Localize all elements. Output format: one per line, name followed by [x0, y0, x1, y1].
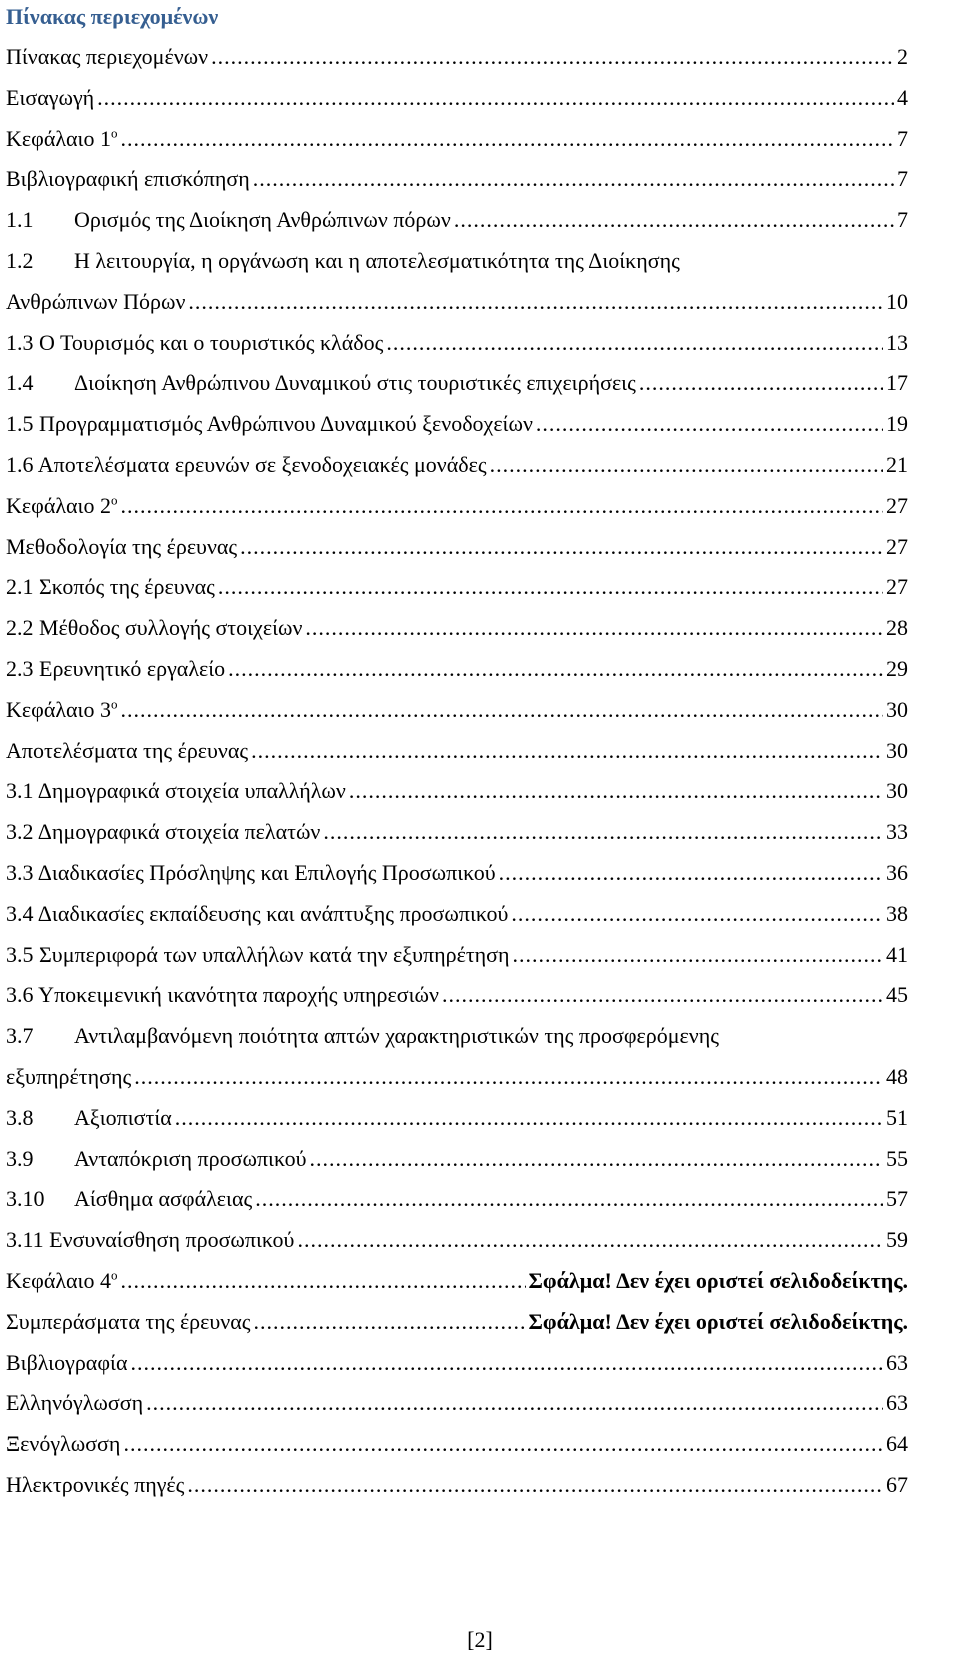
toc-leader-dots: [120, 493, 883, 519]
toc-leader-dots: [536, 411, 883, 437]
toc-entry[interactable]: [6, 126, 908, 152]
toc-entry[interactable]: [6, 656, 908, 682]
toc-entry-title: [6, 1227, 294, 1253]
toc-entry-superscript: ο: [110, 1267, 118, 1283]
toc-entry[interactable]: [6, 1390, 908, 1416]
toc-page-number: 19: [886, 411, 908, 437]
toc-entry[interactable]: [6, 1431, 908, 1457]
toc-entry-text: 2.3 Ερευνητικό εργαλείο: [6, 656, 226, 681]
toc-leader-dots: [120, 1268, 525, 1294]
toc-entry-title: [6, 289, 185, 315]
toc-entry-text: 3.4 Διαδικασίες εκπαίδευσης και ανάπτυξης προσωπικού: [6, 900, 509, 926]
toc-entry-text: Κεφάλαιο 4: [6, 1268, 111, 1293]
toc-leader-dots: [97, 85, 894, 111]
toc-entry-title: [6, 534, 237, 560]
toc-entry-number: 3.8: [6, 1104, 34, 1130]
toc-entry[interactable]: [6, 574, 908, 600]
toc-entry[interactable]: [6, 44, 908, 70]
toc-entry-superscript: ο: [110, 125, 118, 141]
toc-entry-text: 3.3 Διαδικασίες Πρόσληψης και Επιλογής Προσωπικού: [6, 860, 496, 885]
toc-entry[interactable]: [6, 901, 908, 927]
toc-entry-title: [6, 1146, 306, 1172]
toc-entry-continuation: εξυπηρέτησης: [6, 1064, 132, 1089]
toc-page-number: 59: [886, 1227, 908, 1253]
toc-entry-text: Αξιοπιστία: [74, 1104, 172, 1130]
toc-page-number: 30: [886, 778, 908, 804]
toc-entry-number: 1.1: [6, 207, 34, 233]
toc-entry-title: [6, 1472, 184, 1498]
toc-page-number: 27: [886, 533, 908, 559]
toc-page-number: 55: [886, 1145, 908, 1171]
toc-page-number: 30: [886, 737, 908, 763]
toc-entry-text: 3.5 Συμπεριφορά των υπαλλήλων κατά την εξυπηρέτηση: [6, 941, 510, 967]
toc-entry-text: Ηλεκτρονικές πηγές: [6, 1472, 185, 1497]
toc-entry[interactable]: [6, 85, 908, 111]
toc-entry-text: 2.1 Σκοπός της έρευνας: [6, 574, 215, 600]
toc-page-number: 4: [897, 84, 908, 110]
toc-page-number: 48: [886, 1064, 908, 1089]
toc-entry-heading-line[interactable]: [6, 248, 680, 274]
toc-entry[interactable]: [6, 982, 908, 1008]
toc-page-number: 33: [886, 819, 908, 845]
toc-entry[interactable]: [6, 452, 908, 478]
toc-error-message: Σφάλμα! Δεν έχει οριστεί σελιδοδείκτης.: [528, 1308, 908, 1334]
toc-entry[interactable]: [6, 1105, 908, 1131]
toc-entry-text: Κεφάλαιο 2: [6, 492, 111, 518]
toc-page-number: 2: [897, 44, 908, 69]
toc-page-number: 28: [886, 615, 908, 641]
toc-leader-dots: [499, 860, 883, 886]
toc-entry-title: [6, 860, 496, 886]
toc-page-number: 63: [886, 1390, 908, 1416]
toc-entry-title: [6, 1431, 120, 1457]
toc-leader-dots: [511, 901, 883, 927]
toc-entry-text: Εισαγωγή: [6, 84, 95, 110]
toc-entry[interactable]: [6, 1186, 908, 1212]
toc-entry[interactable]: [6, 411, 908, 437]
toc-entry-title: [6, 615, 302, 641]
toc-entry[interactable]: [6, 330, 908, 356]
toc-leader-dots: [490, 452, 883, 478]
toc-entry[interactable]: [6, 819, 908, 845]
toc-entry-text: 3.1 Δημογραφικά στοιχεία υπαλλήλων: [6, 778, 346, 804]
toc-leader-dots: [218, 574, 883, 600]
toc-entry-title: [6, 493, 117, 519]
toc-leader-dots: [251, 738, 883, 764]
toc-page-number: 67: [886, 1472, 908, 1497]
toc-entry-title: [6, 738, 248, 764]
toc-entry-title: [6, 901, 508, 927]
toc-entry[interactable]: [6, 942, 908, 968]
toc-entry[interactable]: [6, 860, 908, 886]
toc-entry-title: [6, 207, 451, 233]
toc-entry[interactable]: [6, 166, 908, 192]
toc-entry-text: 3.6 Υποκειμενική ικανότητα παροχής υπηρεσιών: [6, 982, 439, 1008]
toc-leader-dots: [297, 1227, 883, 1253]
toc-page-number: 63: [886, 1349, 908, 1375]
toc-entry-title: [6, 574, 215, 600]
toc-leader-dots: [386, 330, 883, 356]
toc-entry-text: Διοίκηση Ανθρώπινου Δυναμικού στις τουριστικές επιχειρήσεις: [74, 370, 636, 396]
toc-entry-superscript: ο: [110, 696, 118, 712]
toc-entry-text: Βιβλιογραφική επισκόπηση: [6, 166, 250, 192]
toc-entry-title: [6, 982, 439, 1008]
toc-entry-text: Πίνακας περιεχομένων: [6, 44, 209, 69]
toc-entry-title: Η λειτουργία, η οργάνωση και η αποτελεσματικότητα της Διοίκησης: [74, 248, 680, 273]
toc-page-number: 30: [886, 696, 908, 722]
toc-page-number: 13: [886, 329, 908, 355]
toc-entry-title: [6, 166, 250, 192]
toc-entry-continuation: Ανθρώπινων Πόρων: [6, 288, 186, 314]
page-number-footer: [2]: [467, 1627, 493, 1652]
toc-entry-title: [6, 1350, 127, 1376]
toc-entry-title: [6, 370, 636, 396]
toc-entry-title: Αντιλαμβανόμενη ποιότητα απτών χαρακτηριστικών της προσφερόμενης: [74, 1023, 719, 1049]
toc-entry-title: [6, 44, 208, 70]
toc-entry-title: [6, 85, 94, 111]
toc-page-number: 57: [886, 1186, 908, 1212]
toc-entry-title: [6, 1390, 143, 1416]
toc-entry[interactable]: [6, 493, 908, 519]
toc-entry-text: 2.2 Μέθοδος συλλογής στοιχείων: [6, 615, 303, 641]
toc-leader-dots: [175, 1105, 883, 1131]
toc-title: Πίνακας περιεχομένων: [6, 4, 219, 29]
toc-entry-title: [6, 1105, 172, 1131]
toc-entry-text: Βιβλιογραφία: [6, 1349, 128, 1375]
toc-leader-dots: [513, 942, 883, 968]
toc-entry-title: [6, 656, 225, 682]
toc-entry-title: [6, 1186, 252, 1212]
toc-entry-text: Αποτελέσματα της έρευνας: [6, 737, 249, 763]
toc-page-number: 36: [886, 860, 908, 885]
toc-entry[interactable]: [6, 1350, 908, 1376]
toc-entry-text: Μεθοδολογία της έρευνας: [6, 533, 238, 559]
toc-entry[interactable]: [6, 370, 908, 396]
toc-page-number: 29: [886, 656, 908, 681]
toc-page-number: 10: [886, 288, 908, 314]
toc-leader-dots: [323, 819, 883, 845]
toc-entry-text: Συμπεράσματα της έρευνας: [6, 1308, 251, 1334]
toc-entry-title: [6, 1064, 131, 1090]
toc-entry-text: Κεφάλαιο 3: [6, 696, 111, 722]
toc-entry-text: 1.6 Αποτελέσματα ερευνών σε ξενοδοχειακές μονάδες: [6, 452, 487, 477]
toc-entry-title: [6, 1268, 117, 1294]
toc-entry[interactable]: [6, 1472, 908, 1498]
toc-page-number: 64: [886, 1431, 908, 1457]
toc-leader-dots: [255, 1186, 883, 1212]
toc-error-message: Σφάλμα! Δεν έχει οριστεί σελιδοδείκτης.: [528, 1268, 908, 1293]
toc-leader-dots: [120, 126, 894, 152]
toc-leader-dots: [253, 1309, 525, 1335]
toc-entry-title: [6, 411, 533, 437]
toc-leader-dots: [228, 656, 883, 682]
toc-entry-title: [6, 942, 510, 968]
toc-entry-title: [6, 697, 117, 723]
toc-entry-number: 3.9: [6, 1145, 34, 1171]
toc-leader-dots: [123, 1431, 883, 1457]
toc-leader-dots: [305, 615, 883, 641]
toc-leader-dots: [240, 534, 883, 560]
toc-page-number: 51: [886, 1104, 908, 1130]
toc-entry[interactable]: [6, 1227, 908, 1253]
toc-page-number: 7: [897, 207, 908, 233]
toc-entry-text: 3.11 Ενσυναίσθηση προσωπικού: [6, 1227, 295, 1253]
toc-leader-dots: [187, 1472, 883, 1498]
toc-entry-title: [6, 778, 346, 804]
toc-entry-title: [6, 330, 383, 356]
toc-page-number: 38: [886, 900, 908, 926]
toc-entry[interactable]: [6, 778, 908, 804]
toc-leader-dots: [454, 207, 894, 233]
toc-entry[interactable]: [6, 615, 908, 641]
toc-entry[interactable]: [6, 1146, 908, 1172]
toc-page-number: 27: [886, 574, 908, 600]
toc-entry-text: Ορισμός της Διοίκηση Ανθρώπινων πόρων: [74, 207, 451, 233]
toc-page-number: 17: [886, 370, 908, 396]
toc-leader-dots: [146, 1390, 883, 1416]
toc-page-number: 7: [897, 166, 908, 192]
toc-entry[interactable]: [6, 534, 908, 560]
toc-leader-dots: [120, 697, 883, 723]
toc-entry[interactable]: [6, 1309, 908, 1335]
toc-entry-text: 1.3 Ο Τουρισμός και ο τουριστικός κλάδος: [6, 329, 384, 355]
toc-entry-title: [6, 452, 487, 478]
toc-leader-dots: [188, 289, 883, 315]
toc-entry[interactable]: [6, 1268, 908, 1294]
toc-entry[interactable]: [6, 1064, 908, 1090]
toc-entry-title: [6, 1309, 250, 1335]
toc-entry[interactable]: [6, 289, 908, 315]
toc-entry-number: 3.7: [6, 1023, 34, 1049]
toc-page-number: 41: [886, 941, 908, 967]
toc-entry-number: 3.10: [6, 1186, 45, 1212]
toc-leader-dots: [349, 778, 883, 804]
toc-leader-dots: [639, 370, 883, 396]
toc-entry[interactable]: [6, 697, 908, 723]
toc-entry-heading-line[interactable]: [6, 1023, 719, 1049]
toc-leader-dots: [309, 1146, 883, 1172]
toc-leader-dots: [211, 44, 894, 70]
toc-entry-title: [6, 126, 117, 152]
toc-entry[interactable]: [6, 738, 908, 764]
toc-entry-text: Κεφάλαιο 1: [6, 125, 111, 151]
toc-entry-text: 3.2 Δημογραφικά στοιχεία πελατών: [6, 819, 321, 845]
toc-page-number: 21: [886, 452, 908, 477]
toc-leader-dots: [130, 1350, 883, 1376]
toc-entry-text: Ελληνόγλωσση: [6, 1390, 144, 1416]
toc-entry-text: Ξενόγλωσση: [6, 1431, 121, 1457]
toc-entry-number: 1.2: [6, 248, 34, 273]
toc-entry[interactable]: [6, 207, 908, 233]
toc-page-number: 45: [886, 982, 908, 1008]
toc-page-number: 27: [886, 492, 908, 518]
toc-entry-title: [6, 819, 320, 845]
toc-entry-text: Αίσθημα ασφάλειας: [74, 1186, 253, 1212]
toc-entry-text: 1.5 Προγραμματισμός Ανθρώπινου Δυναμικού ξενοδοχείων: [6, 411, 533, 437]
toc-leader-dots: [253, 166, 894, 192]
toc-entry-text: Ανταπόκριση προσωπικού: [74, 1145, 307, 1171]
toc-leader-dots: [134, 1064, 883, 1090]
toc-leader-dots: [442, 982, 883, 1008]
toc-entry-superscript: ο: [110, 492, 118, 508]
toc-page-number: 7: [897, 125, 908, 151]
toc-entry-number: 1.4: [6, 370, 34, 396]
